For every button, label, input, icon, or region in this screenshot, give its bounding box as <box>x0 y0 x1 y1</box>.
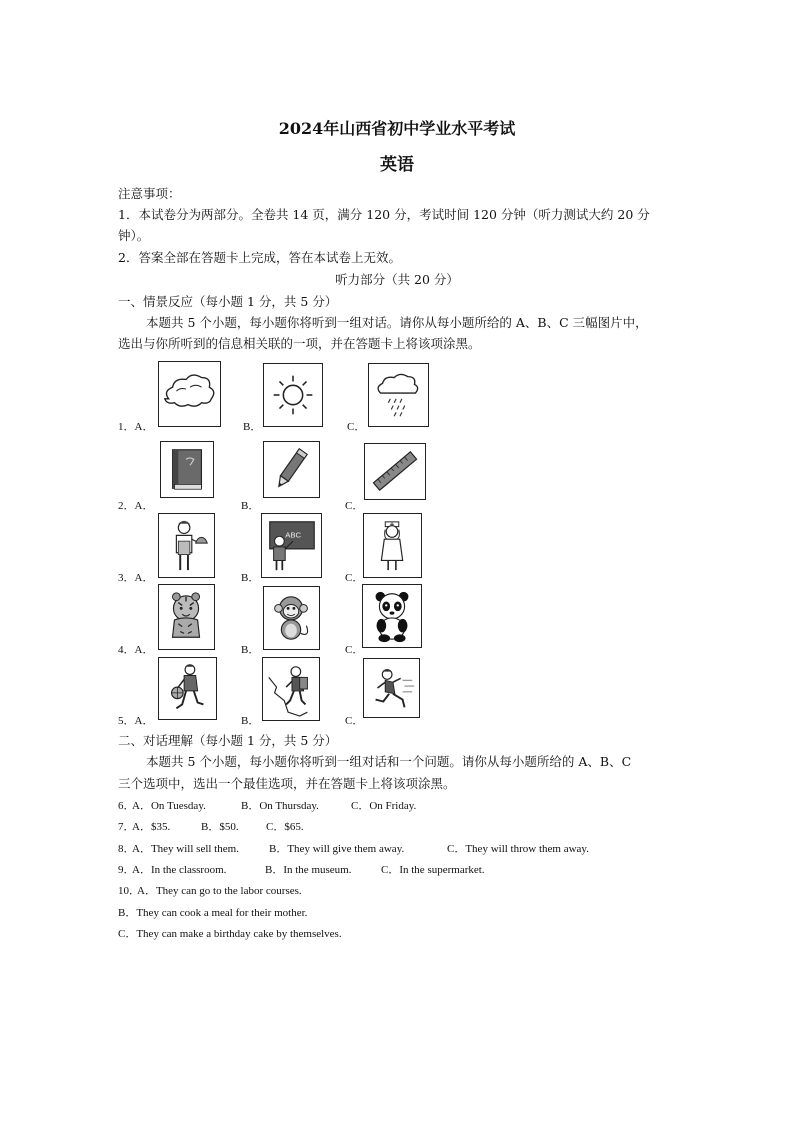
q9-option-c[interactable]: C．In the supermarket. <box>381 864 485 876</box>
section2-intro-line-1: 本题共 5 个小题，每小题你将听到一组对话和一个问题。请你从每小题所给的 A、B、C <box>146 754 632 769</box>
panda-icon <box>363 585 421 647</box>
monkey-icon <box>264 587 319 649</box>
q1-option-c-picture[interactable] <box>368 363 429 427</box>
q2-label-c: C． <box>345 500 364 512</box>
climber-icon <box>263 658 319 720</box>
q4-option-c-picture[interactable] <box>362 584 422 648</box>
q5-option-a-picture[interactable] <box>158 657 217 720</box>
q6-option-a[interactable]: A．On Tuesday. <box>132 800 206 812</box>
q7-option-a[interactable]: A．$35. <box>132 821 171 833</box>
q6-option-b[interactable]: B．On Thursday. <box>241 800 319 812</box>
q5-label-a: 5．A． <box>118 715 154 727</box>
note-item-1-line-1: 1．本试卷分为两部分。全卷共 14 页，满分 120 分，考试时间 120 分钟（听力测试大约 20 分 <box>118 207 650 222</box>
blackboard-text: ABC <box>285 530 302 540</box>
q7-option-b[interactable]: B．$50. <box>201 821 239 833</box>
q2-label-b: B． <box>241 500 260 512</box>
q1-option-a-picture[interactable] <box>158 361 221 427</box>
q1-label-b: B． <box>243 421 262 433</box>
listening-heading: 听力部分（共 20 分） <box>335 272 459 287</box>
q3-option-a-picture[interactable] <box>158 513 215 578</box>
note-item-2: 2．答案全部在答题卡上完成，答在本试卷上无效。 <box>118 250 401 265</box>
q1-label-a: 1．A． <box>118 421 154 433</box>
waiter-icon <box>159 514 214 577</box>
pencil-icon <box>264 442 319 497</box>
q3-option-b-picture[interactable] <box>261 513 322 578</box>
section2-intro-line-2: 三个选项中，选出一个最佳选项，并在答题卡上将该项涂黑。 <box>118 776 456 791</box>
q9-option-b[interactable]: B．In the museum. <box>265 864 352 876</box>
q3-label-a: 3．A． <box>118 572 154 584</box>
q4-label-c: C． <box>345 644 364 656</box>
q3-label-b: B． <box>241 572 260 584</box>
q6-option-c[interactable]: C．On Friday. <box>351 800 417 812</box>
rain-icon <box>369 364 428 426</box>
q5-label-b: B． <box>241 715 260 727</box>
q3-option-c-picture[interactable] <box>363 513 422 578</box>
q7-number: 7． <box>118 821 135 833</box>
q8-number: 8． <box>118 843 135 855</box>
runner-icon <box>364 659 419 717</box>
section1-intro-line-2: 选出与你所听到的信息相关联的一项，并在答题卡上将该项涂黑。 <box>118 336 481 351</box>
q1-label-c: C． <box>347 421 366 433</box>
q8-option-b[interactable]: B．They will give them away. <box>269 843 405 855</box>
q2-option-a-picture[interactable] <box>160 441 214 498</box>
q4-label-b: B． <box>241 644 260 656</box>
q7-option-c[interactable]: C．$65. <box>266 821 304 833</box>
teacher-icon <box>262 514 321 577</box>
q6-number: 6． <box>118 800 135 812</box>
nurse-icon <box>364 514 421 577</box>
notes-heading: 注意事项： <box>118 186 181 201</box>
q2-option-c-picture[interactable] <box>364 443 426 500</box>
q4-option-b-picture[interactable] <box>263 586 320 650</box>
book-icon <box>161 442 213 497</box>
q5-option-b-picture[interactable] <box>262 657 320 721</box>
section1-heading: 一、情景反应（每小题 1 分，共 5 分） <box>118 294 338 309</box>
q10-option-c[interactable]: C．They can make a birthday cake by themselves. <box>118 928 342 940</box>
subject-title: 英语 <box>380 155 414 175</box>
tiger-icon <box>159 585 214 649</box>
q5-label-c: C． <box>345 715 364 727</box>
cloud-icon <box>159 362 220 426</box>
q10-option-b[interactable]: B．They can cook a meal for their mother. <box>118 907 308 919</box>
q5-option-c-picture[interactable] <box>363 658 420 718</box>
q10-option-a[interactable]: A．They can go to the labor courses. <box>137 885 302 897</box>
q4-option-a-picture[interactable] <box>158 584 215 650</box>
q9-number: 9． <box>118 864 135 876</box>
exam-title: 2024年山西省初中学业水平考试 <box>278 119 516 138</box>
q8-option-a[interactable]: A．They will sell them. <box>132 843 239 855</box>
q10-number: 10． <box>118 885 140 897</box>
q3-label-c: C． <box>345 572 364 584</box>
ruler-icon <box>365 444 425 499</box>
q1-option-b-picture[interactable] <box>263 363 323 427</box>
q2-label-a: 2．A． <box>118 500 154 512</box>
q4-label-a: 4．A． <box>118 644 154 656</box>
q9-option-a[interactable]: A．In the classroom. <box>132 864 227 876</box>
sun-icon <box>264 364 322 426</box>
basketball-player-icon <box>159 658 216 719</box>
q8-option-c[interactable]: C．They will throw them away. <box>447 843 589 855</box>
q2-option-b-picture[interactable] <box>263 441 320 498</box>
note-item-1-line-2: 钟）。 <box>118 228 150 243</box>
section2-heading: 二、对话理解（每小题 1 分，共 5 分） <box>118 733 338 748</box>
section1-intro-line-1: 本题共 5 个小题，每小题你将听到一组对话。请你从每小题所给的 A、B、C 三幅图片中， <box>146 315 648 330</box>
